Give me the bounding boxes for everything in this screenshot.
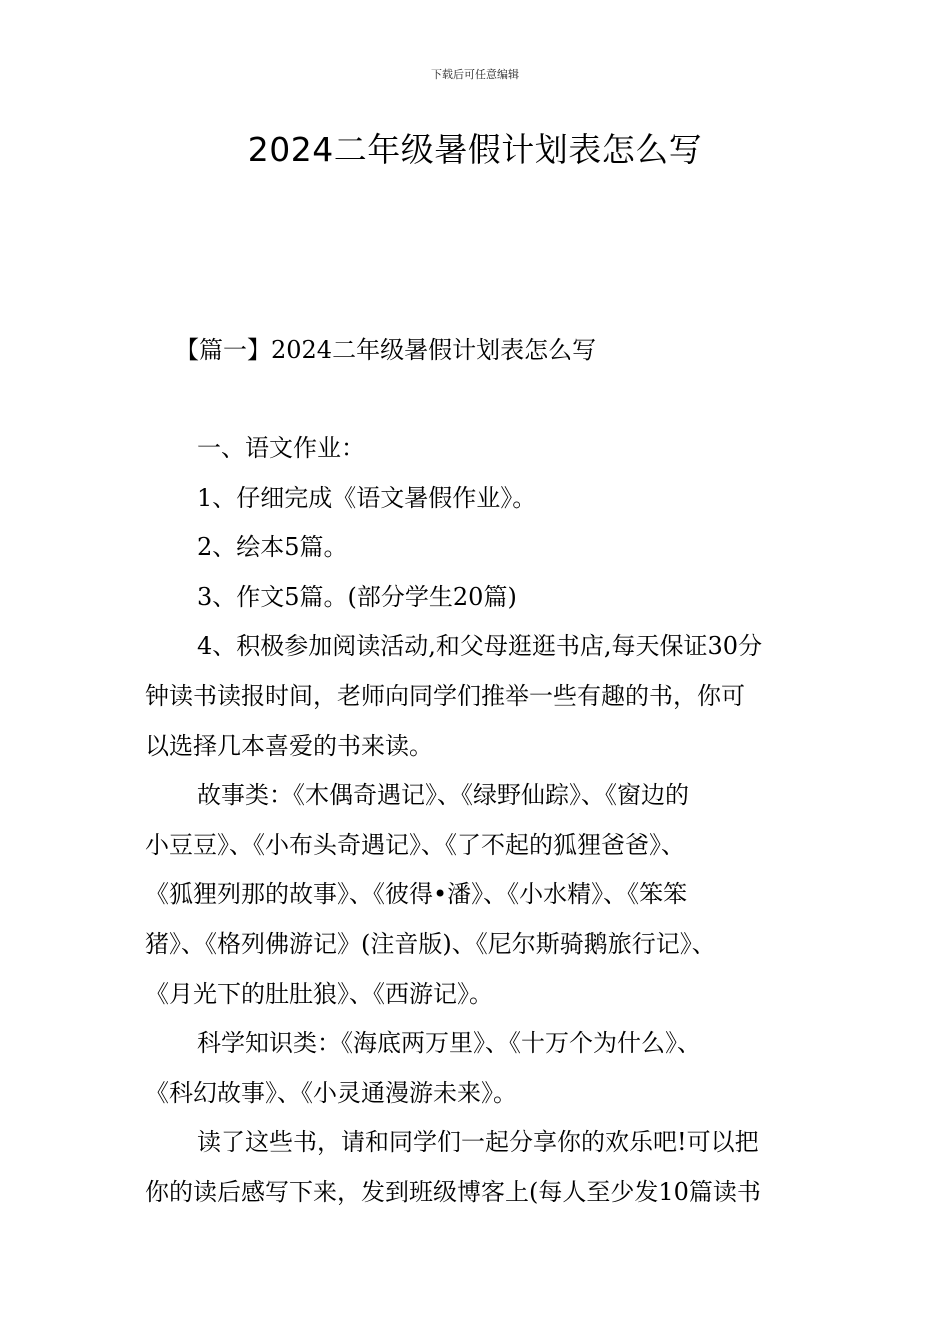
text-line: 钟读书读报时间，老师向同学们推举一些有趣的书，你可 — [145, 681, 745, 710]
text-line: 2、绘本5篇。 — [197, 533, 348, 562]
text-line: 1、仔细完成《语文暑假作业》。 — [197, 483, 537, 512]
text-line: 故事类：《木偶奇遇记》、《绿野仙踪》、《窗边的 — [197, 781, 689, 810]
section-heading: 【篇一】2024二年级暑假计划表怎么写 — [175, 336, 597, 364]
text-line: 读了这些书，请和同学们一起分享你的欢乐吧!可以把 — [197, 1128, 759, 1157]
text-line: 《科幻故事》、《小灵通漫游未来》。 — [145, 1078, 517, 1107]
text-line: 科学知识类：《海底两万里》、《十万个为什么》、 — [197, 1029, 701, 1058]
text-line: 《月光下的肚肚狼》、《西游记》。 — [145, 979, 493, 1008]
text-line: 《狐狸列那的故事》、《彼得•潘》、《小水精》、《笨笨 — [145, 880, 688, 909]
text-line: 小豆豆》、《小布头奇遇记》、《了不起的狐狸爸爸》、 — [145, 830, 685, 859]
text-line: 猪》、《格列佛游记》(注音版)、《尼尔斯骑鹅旅行记》、 — [145, 929, 716, 958]
text-line: 一、语文作业： — [197, 434, 365, 462]
text-line: 你的读后感写下来，发到班级博客上(每人至少发10篇读书 — [145, 1177, 761, 1206]
document-title: 2024二年级暑假计划表怎么写 — [247, 130, 703, 169]
header-note: 下载后可任意编辑 — [431, 68, 519, 81]
paragraph-lines — [145, 430, 825, 1224]
text-line: 以选择几本喜爱的书来读。 — [145, 731, 433, 760]
text-line: 3、作文5篇。(部分学生20篇) — [197, 582, 517, 611]
text-line: 4、积极参加阅读活动,和父母逛逛书店,每天保证30分 — [197, 632, 763, 661]
